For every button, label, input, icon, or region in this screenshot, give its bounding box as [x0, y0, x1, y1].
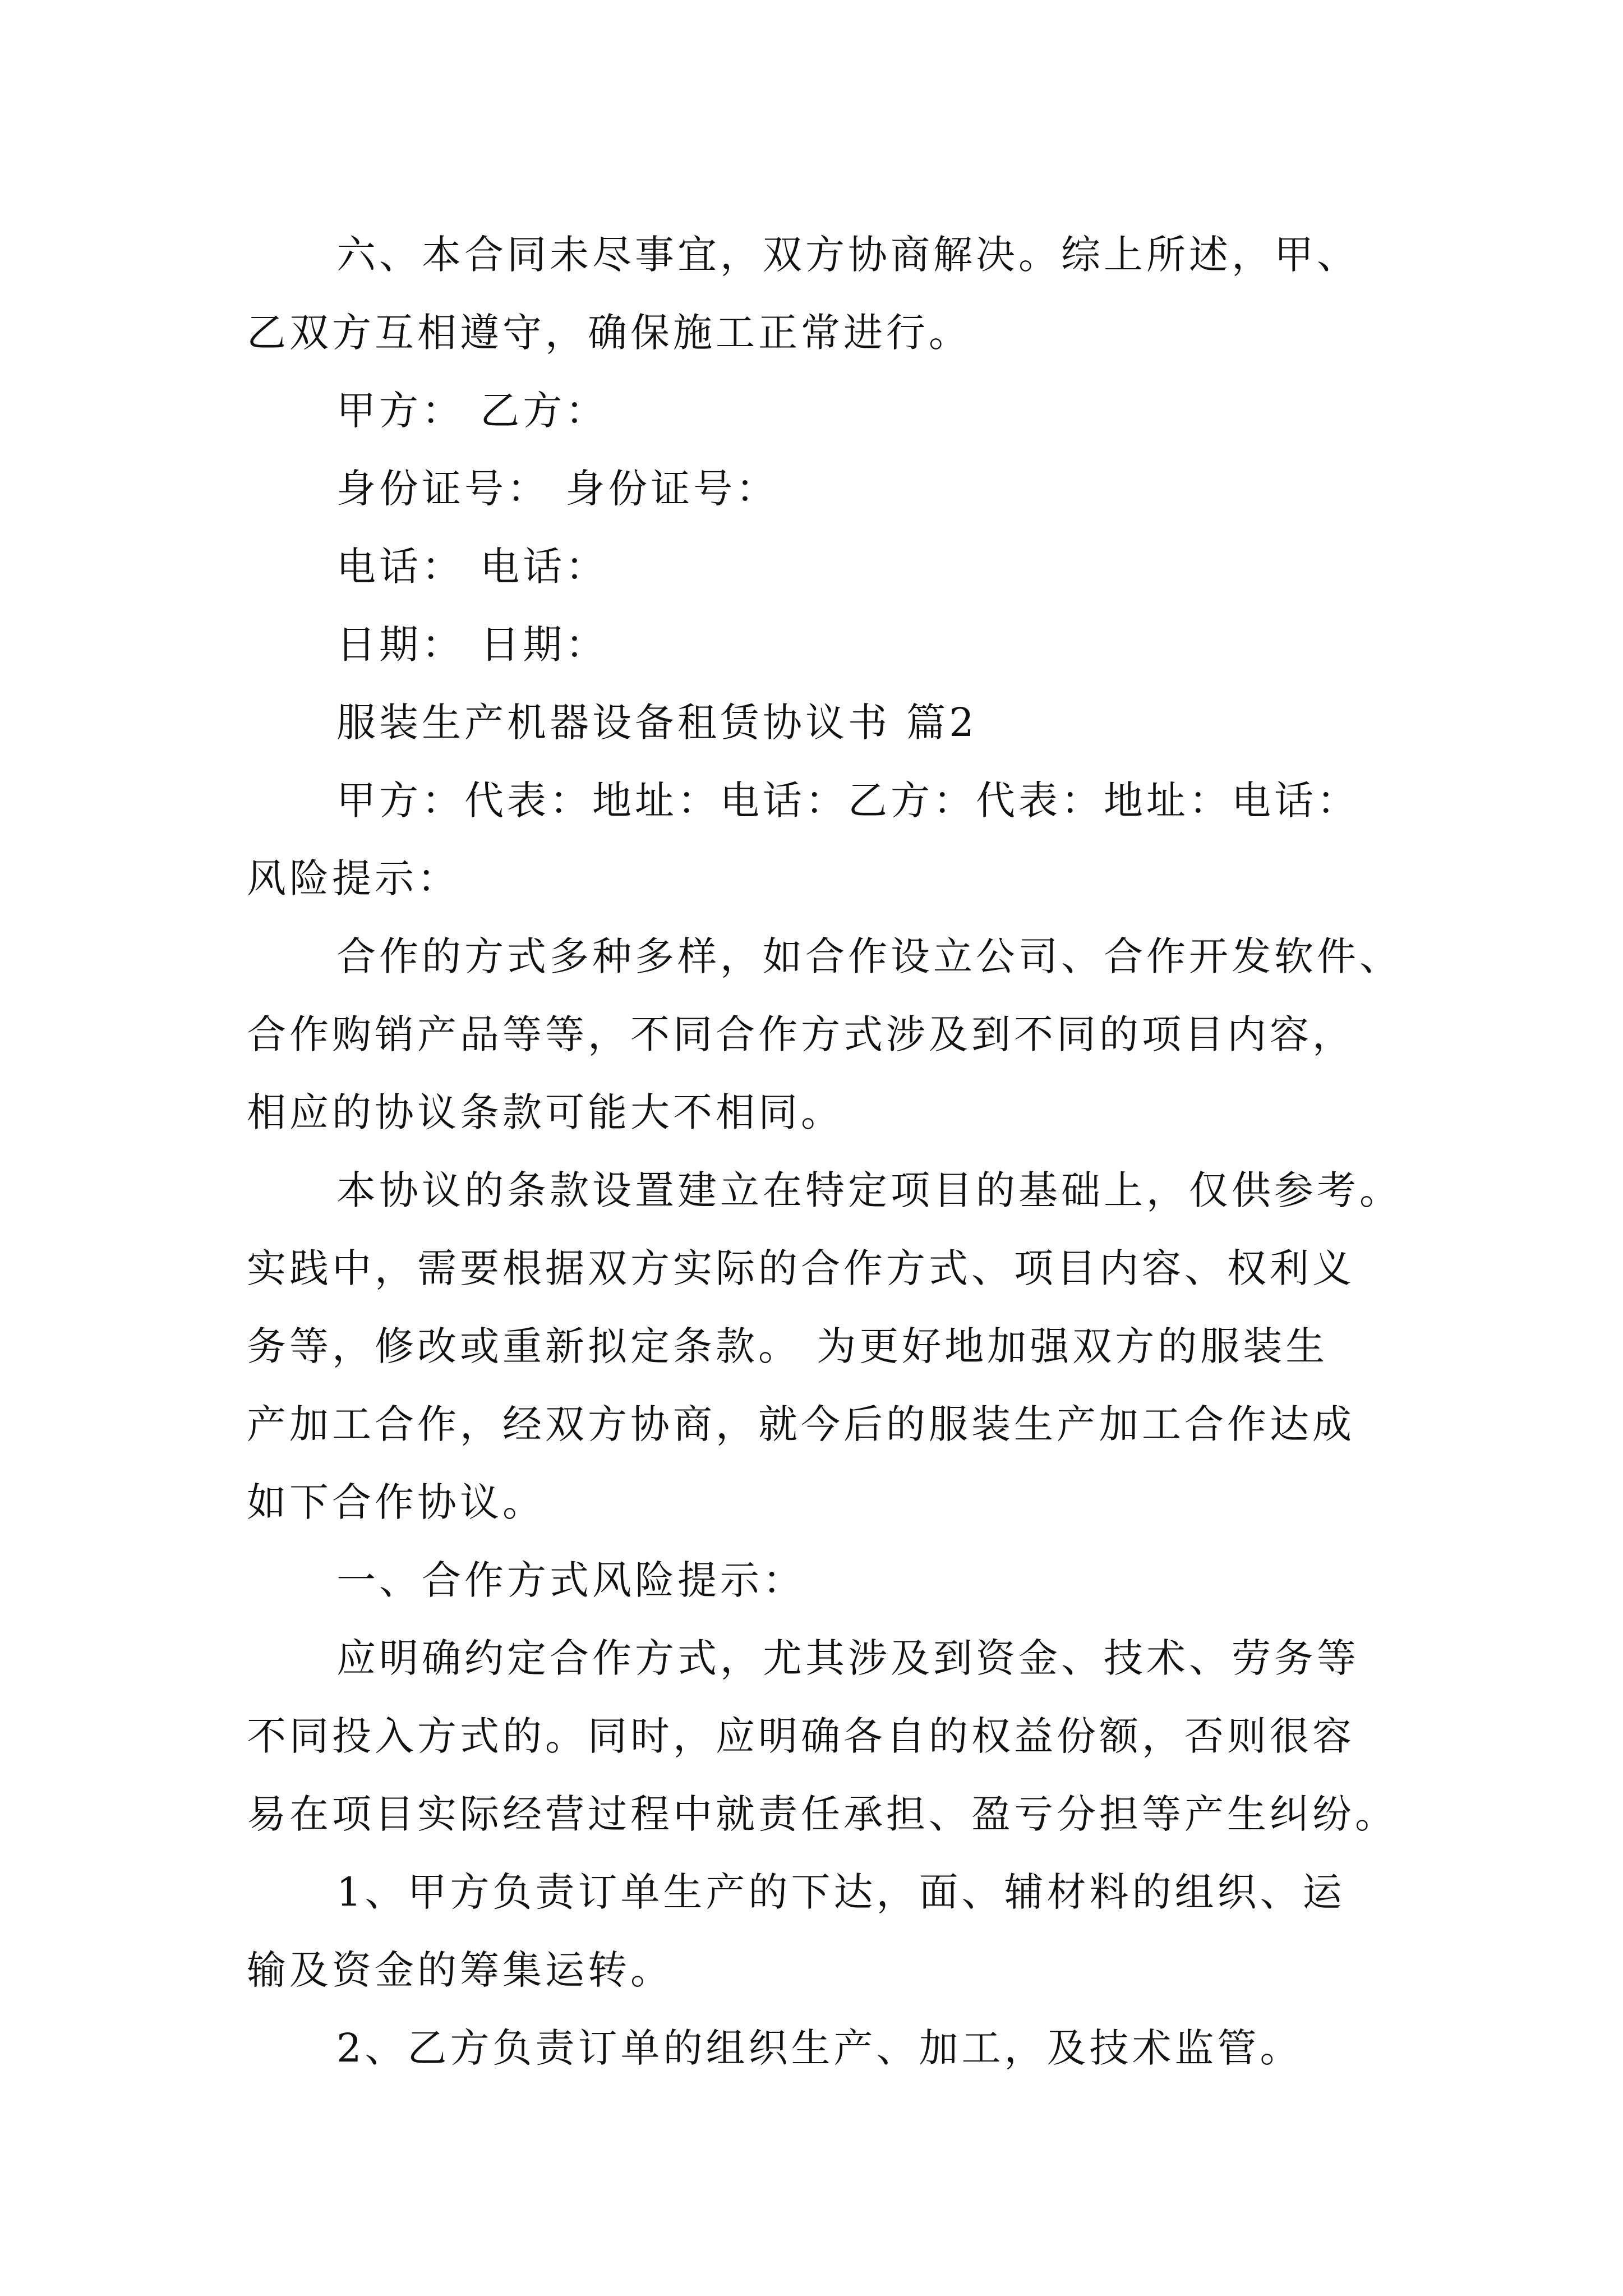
parties-line: 甲方：代表：地址：电话：乙方：代表：地址：电话：	[336, 777, 1359, 823]
clause-heading: 一、合作方式风险提示：	[336, 1557, 805, 1603]
paragraph-line: 应明确约定合作方式，尤其涉及到资金、技术、劳务等	[336, 1635, 1359, 1681]
paragraph-line: 实践中，需要根据双方实际的合作方式、项目内容、权利义	[247, 1245, 1355, 1291]
paragraph-line: 产加工合作，经双方协商，就今后的服装生产加工合作达成	[247, 1401, 1355, 1447]
signature-party-line: 甲方： 乙方：	[336, 388, 608, 434]
document-page	[247, 216, 1402, 2087]
paragraph-line: 务等，修改或重新拟定条款。 为更好地加强双方的服装生	[247, 1323, 1329, 1369]
clause-item: 2、乙方负责订单的组织生产、加工，及技术监管。	[336, 2025, 1303, 2071]
paragraph-line: 本协议的条款设置建立在特定项目的基础上，仅供参考。	[336, 1167, 1402, 1213]
paragraph-line: 如下合作协议。	[247, 1479, 545, 1525]
paragraph-line: 不同投入方式的。同时，应明确各自的权益份额，否则很容	[247, 1713, 1355, 1759]
paragraph-line: 相应的协议条款可能大不相同。	[247, 1089, 843, 1135]
paragraph-line: 六、本合同未尽事宜，双方协商解决。综上所述，甲、	[336, 232, 1359, 278]
clause-item: 1、甲方负责订单生产的下达，面、辅材料的组织、运	[336, 1869, 1345, 1915]
section-title: 服装生产机器设备租赁协议书 篇2	[336, 700, 978, 746]
clause-item-continued: 输及资金的筹集运转。	[247, 1947, 673, 1993]
signature-id-line: 身份证号： 身份证号：	[336, 466, 779, 512]
signature-date-line: 日期： 日期：	[336, 622, 608, 668]
paragraph-line: 合作的方式多种多样，如合作设立公司、合作开发软件、	[336, 933, 1402, 979]
paragraph-line: 合作购销产品等等，不同合作方式涉及到不同的项目内容，	[247, 1011, 1355, 1057]
signature-phone-line: 电话： 电话：	[336, 544, 608, 590]
paragraph-line: 易在项目实际经营过程中就责任承担、盈亏分担等产生纠纷。	[247, 1791, 1398, 1837]
risk-tip-heading: 风险提示：	[247, 855, 460, 901]
paragraph-line: 乙双方互相遵守，确保施工正常进行。	[247, 310, 971, 356]
